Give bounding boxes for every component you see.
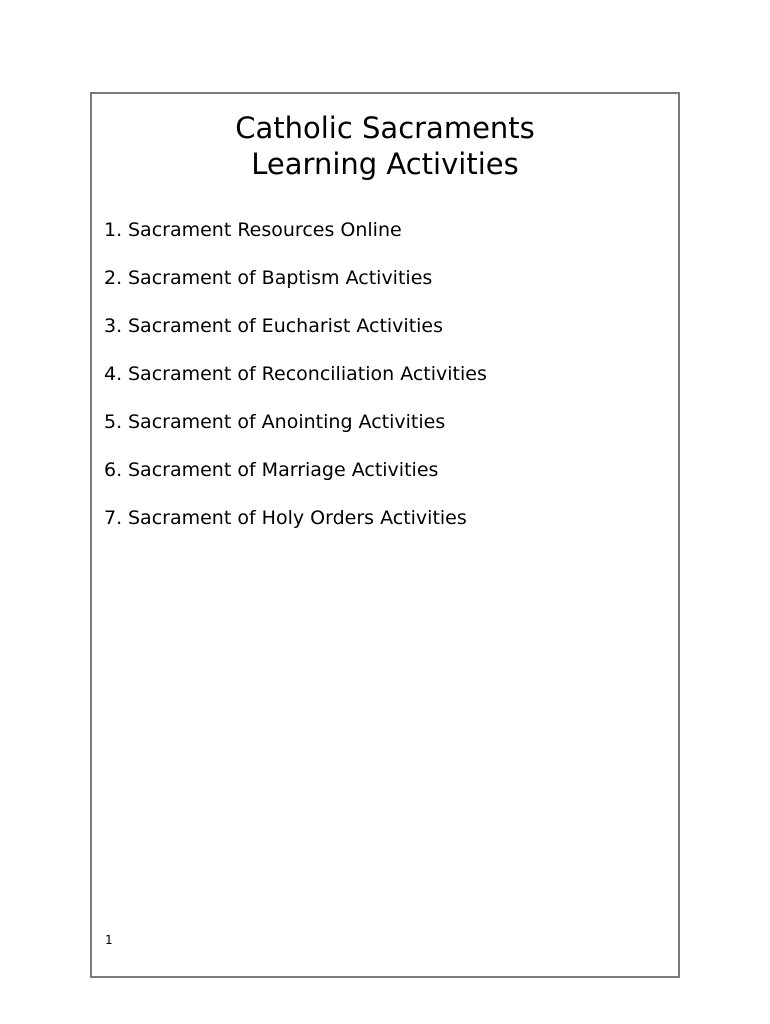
list-item-label[interactable]: Sacrament of Reconciliation Activities: [128, 363, 487, 385]
list-item-label[interactable]: Sacrament of Holy Orders Activities: [128, 507, 467, 529]
list-item-baptism[interactable]: [104, 262, 487, 310]
page-number: 1: [105, 933, 113, 947]
list-item-label[interactable]: Sacrament of Eucharist Activities: [128, 315, 444, 337]
list-item-label[interactable]: Sacrament of Anointing Activities: [128, 411, 446, 433]
list-item-eucharist[interactable]: [104, 310, 487, 358]
title-line-1: Catholic Sacraments: [235, 111, 535, 145]
document-page: [90, 92, 680, 978]
list-item-label[interactable]: Sacrament of Marriage Activities: [128, 459, 439, 481]
list-item-number: 6.: [104, 459, 123, 481]
list-item-number: 3.: [104, 315, 123, 337]
list-item-number: 1.: [104, 219, 123, 241]
list-item-reconciliation[interactable]: [104, 358, 487, 406]
activity-list: [104, 214, 487, 550]
page-title: [92, 110, 678, 182]
list-item-marriage[interactable]: [104, 454, 487, 502]
list-item-number: 5.: [104, 411, 123, 433]
list-item-number: 4.: [104, 363, 123, 385]
list-item-label[interactable]: Sacrament of Baptism Activities: [128, 267, 433, 289]
list-item-holy-orders[interactable]: [104, 502, 487, 550]
list-item-anointing[interactable]: [104, 406, 487, 454]
list-item-number: 2.: [104, 267, 123, 289]
list-item-number: 7.: [104, 507, 123, 529]
list-item-label[interactable]: Sacrament Resources Online: [128, 219, 402, 241]
list-item-resources-online[interactable]: [104, 214, 487, 262]
title-line-2: Learning Activities: [251, 147, 519, 181]
